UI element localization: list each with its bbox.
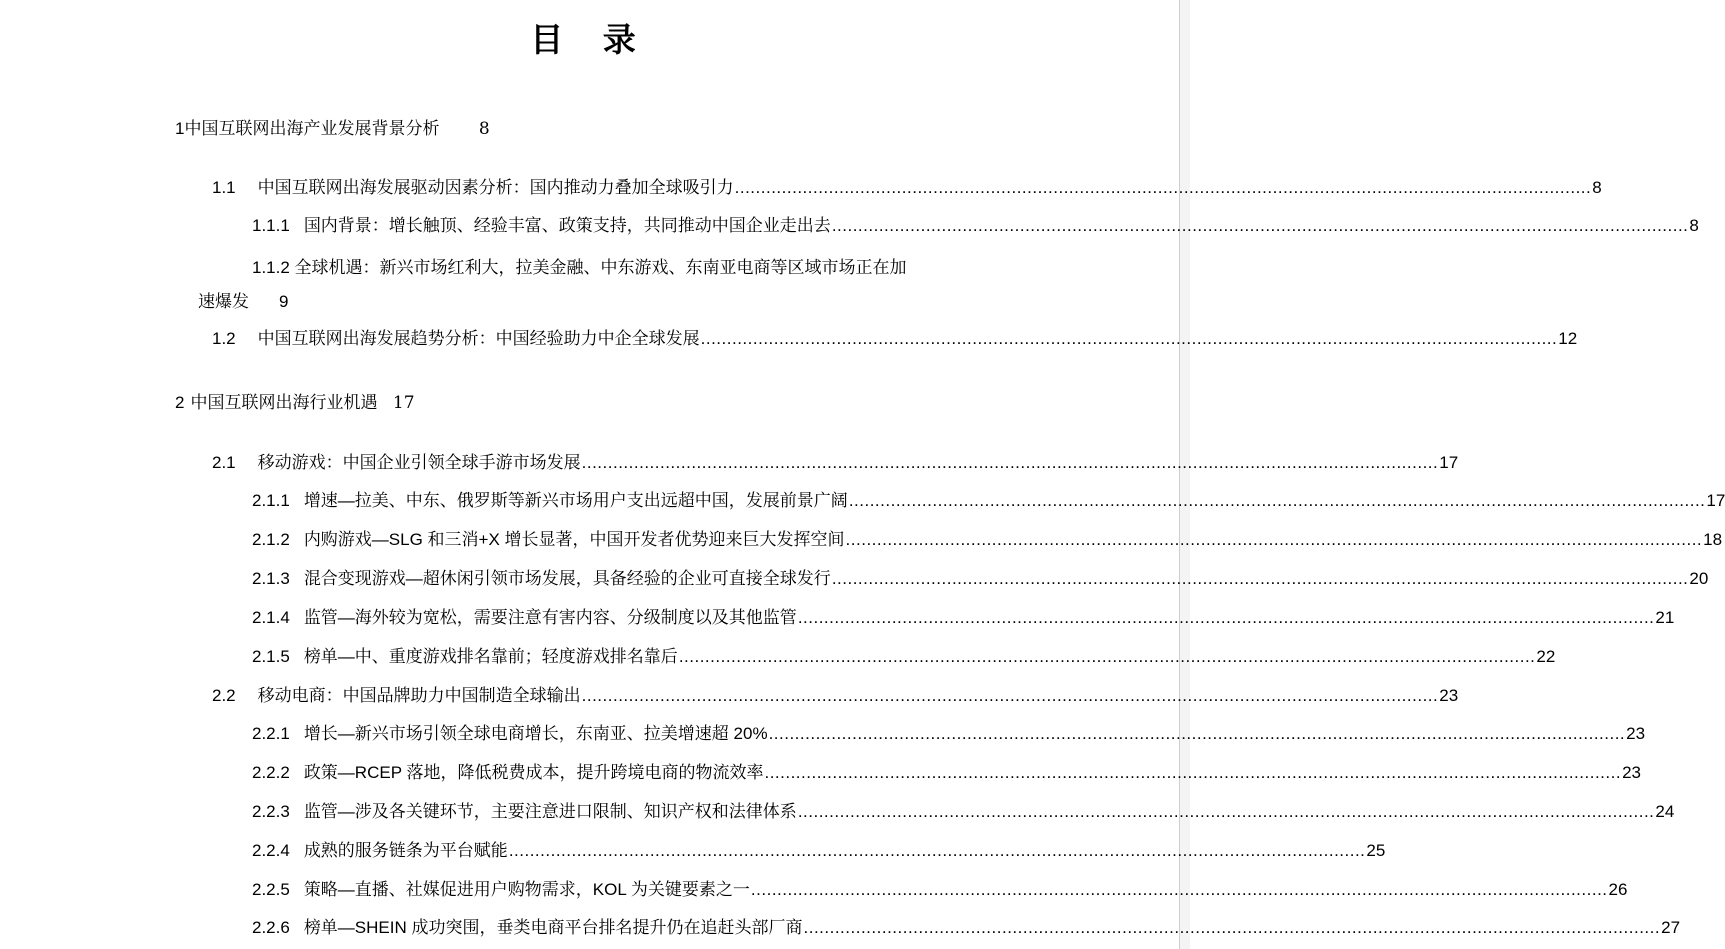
toc-leader: .................................................................................................................................................................... bbox=[581, 453, 1439, 472]
toc-page: 17 bbox=[1706, 491, 1725, 510]
toc-page: 21 bbox=[1655, 608, 1675, 627]
toc-number: 2.2.1 bbox=[252, 724, 290, 743]
toc-entry-2-2[interactable] bbox=[212, 685, 1459, 707]
toc-number: 1.2 bbox=[212, 329, 236, 348]
toc-text: 策略—直播、社媒促进用户购物需求，KOL 为关键要素之一 bbox=[303, 880, 750, 899]
toc-number: 2.1.1 bbox=[252, 491, 290, 510]
toc-number: 1 bbox=[175, 119, 185, 138]
toc-page: 23 bbox=[1626, 724, 1646, 743]
toc-entry-2-1[interactable] bbox=[212, 452, 1459, 474]
toc-text: 监管—海外较为宽松，需要注意有害内容、分级制度以及其他监管 bbox=[303, 608, 797, 627]
toc-leader: .................................................................................................................................................................... bbox=[768, 724, 1626, 743]
toc-entry-2-2-4[interactable] bbox=[252, 840, 1386, 862]
toc-page: 22 bbox=[1536, 647, 1556, 666]
toc-leader: .................................................................................................................................................................... bbox=[803, 918, 1661, 937]
toc-title: 目 录 bbox=[530, 20, 650, 59]
toc-entry-2-1-1[interactable] bbox=[252, 490, 1725, 512]
toc-number: 2.1.5 bbox=[252, 647, 290, 666]
toc-page: 26 bbox=[1608, 880, 1628, 899]
toc-number: 2.1.4 bbox=[252, 608, 290, 627]
toc-text: 中国互联网出海行业机遇 bbox=[190, 393, 378, 413]
toc-entry-2[interactable] bbox=[175, 392, 415, 414]
toc-page: 27 bbox=[1661, 918, 1681, 937]
toc-number: 2.2.4 bbox=[252, 841, 290, 860]
toc-entry-1-1-1[interactable] bbox=[252, 215, 1699, 237]
toc-text: 成熟的服务链条为平台赋能 bbox=[303, 841, 508, 860]
toc-page: 17 bbox=[392, 393, 415, 413]
toc-leader: .................................................................................................................................................................... bbox=[581, 686, 1439, 705]
toc-number: 2.1.3 bbox=[252, 569, 290, 588]
toc-leader: .................................................................................................................................................................... bbox=[797, 608, 1655, 627]
toc-page: 23 bbox=[1439, 686, 1459, 705]
toc-entry-2-2-1[interactable] bbox=[252, 723, 1646, 745]
toc-text: 监管—涉及各关键环节，主要注意进口限制、知识产权和法律体系 bbox=[303, 802, 797, 821]
toc-number: 2.2.5 bbox=[252, 880, 290, 899]
toc-page: 8 bbox=[1592, 178, 1602, 197]
toc-entry-1-1-2[interactable] bbox=[198, 251, 1028, 319]
toc-number: 1.1 bbox=[212, 178, 236, 197]
toc-text: 移动游戏：中国企业引领全球手游市场发展 bbox=[257, 453, 581, 472]
toc-entry-2-1-3[interactable] bbox=[252, 568, 1709, 590]
toc-text: 内购游戏—SLG 和三消+X 增长显著，中国开发者优势迎来巨大发挥空间 bbox=[303, 530, 845, 549]
toc-leader: .................................................................................................................................................................... bbox=[678, 647, 1536, 666]
toc-entry-2-1-5[interactable] bbox=[252, 646, 1556, 668]
toc-number: 2.1 bbox=[212, 453, 236, 472]
toc-number: 2.2.3 bbox=[252, 802, 290, 821]
toc-leader: .................................................................................................................................................................... bbox=[831, 569, 1689, 588]
toc-entry-1-1[interactable] bbox=[212, 177, 1602, 199]
toc-page: 25 bbox=[1366, 841, 1386, 860]
toc-number: 2.1.2 bbox=[252, 530, 290, 549]
toc-entry-2-2-6[interactable] bbox=[252, 917, 1681, 939]
toc-number: 2 bbox=[175, 393, 185, 412]
toc-text: 国内背景：增长触顶、经验丰富、政策支持，共同推动中国企业走出去 bbox=[303, 216, 831, 235]
toc-text: 移动电商：中国品牌助力中国制造全球输出 bbox=[257, 686, 581, 705]
toc-leader: .................................................................................................................................................................... bbox=[750, 880, 1608, 899]
toc-number: 2.2.2 bbox=[252, 763, 290, 782]
toc-page: 12 bbox=[1558, 329, 1578, 348]
toc-text: 中国互联网出海发展驱动因素分析：国内推动力叠加全球吸引力 bbox=[257, 178, 734, 197]
toc-page: 9 bbox=[279, 292, 289, 311]
toc-text: 榜单—SHEIN 成功突围，垂类电商平台排名提升仍在追赶头部厂商 bbox=[303, 918, 803, 937]
toc-page: 20 bbox=[1689, 569, 1709, 588]
toc-text: 增长—新兴市场引领全球电商增长，东南亚、拉美增速超 20% bbox=[303, 724, 768, 743]
toc-entry-2-2-3[interactable] bbox=[252, 801, 1675, 823]
toc-entry-2-2-2[interactable] bbox=[252, 762, 1641, 784]
toc-leader: .................................................................................................................................................................... bbox=[734, 178, 1592, 197]
toc-number: 1.1.1 bbox=[252, 216, 290, 235]
toc-number: 2.2 bbox=[212, 686, 236, 705]
toc-leader: .................................................................................................................................................................... bbox=[764, 763, 1622, 782]
toc-entry-2-2-5[interactable] bbox=[252, 879, 1628, 901]
toc-text: 混合变现游戏—超休闲引领市场发展，具备经验的企业可直接全球发行 bbox=[303, 569, 831, 588]
toc-text: 增速—拉美、中东、俄罗斯等新兴市场用户支出远超中国，发展前景广阔 bbox=[303, 491, 848, 510]
toc-number: 2.2.6 bbox=[252, 918, 290, 937]
toc-leader: .................................................................................................................................................................... bbox=[700, 329, 1558, 348]
toc-text-line1: 全球机遇：新兴市场红利大，拉美金融、中东游戏、东南亚电商等区域市场正在加 bbox=[294, 258, 907, 277]
toc-entry-2-1-2[interactable] bbox=[252, 529, 1723, 551]
toc-entry-2-1-4[interactable] bbox=[252, 607, 1675, 629]
toc-leader: .................................................................................................................................................................... bbox=[508, 841, 1366, 860]
toc-page: 8 bbox=[1689, 216, 1699, 235]
toc-entry-1[interactable] bbox=[175, 118, 490, 140]
toc-leader: .................................................................................................................................................................... bbox=[797, 802, 1655, 821]
toc-page: 8 bbox=[478, 119, 490, 139]
toc-text-line2: 速爆发 bbox=[198, 292, 249, 311]
toc-leader: .................................................................................................................................................................... bbox=[848, 491, 1706, 510]
toc-text: 政策—RCEP 落地，降低税费成本，提升跨境电商的物流效率 bbox=[303, 763, 764, 782]
toc-entry-1-2[interactable] bbox=[212, 328, 1578, 350]
toc-text: 中国互联网出海产业发展背景分析 bbox=[184, 119, 440, 139]
toc-leader: .................................................................................................................................................................... bbox=[845, 530, 1703, 549]
toc-page: 18 bbox=[1703, 530, 1723, 549]
toc-text: 榜单—中、重度游戏排名靠前；轻度游戏排名靠后 bbox=[303, 647, 678, 666]
toc-text: 中国互联网出海发展趋势分析：中国经验助力中企全球发展 bbox=[257, 329, 700, 348]
toc-page: 23 bbox=[1622, 763, 1641, 782]
toc-page: 24 bbox=[1655, 802, 1675, 821]
toc-leader: .................................................................................................................................................................... bbox=[831, 216, 1689, 235]
toc-page: 17 bbox=[1439, 453, 1459, 472]
toc-number: 1.1.2 bbox=[252, 258, 290, 277]
